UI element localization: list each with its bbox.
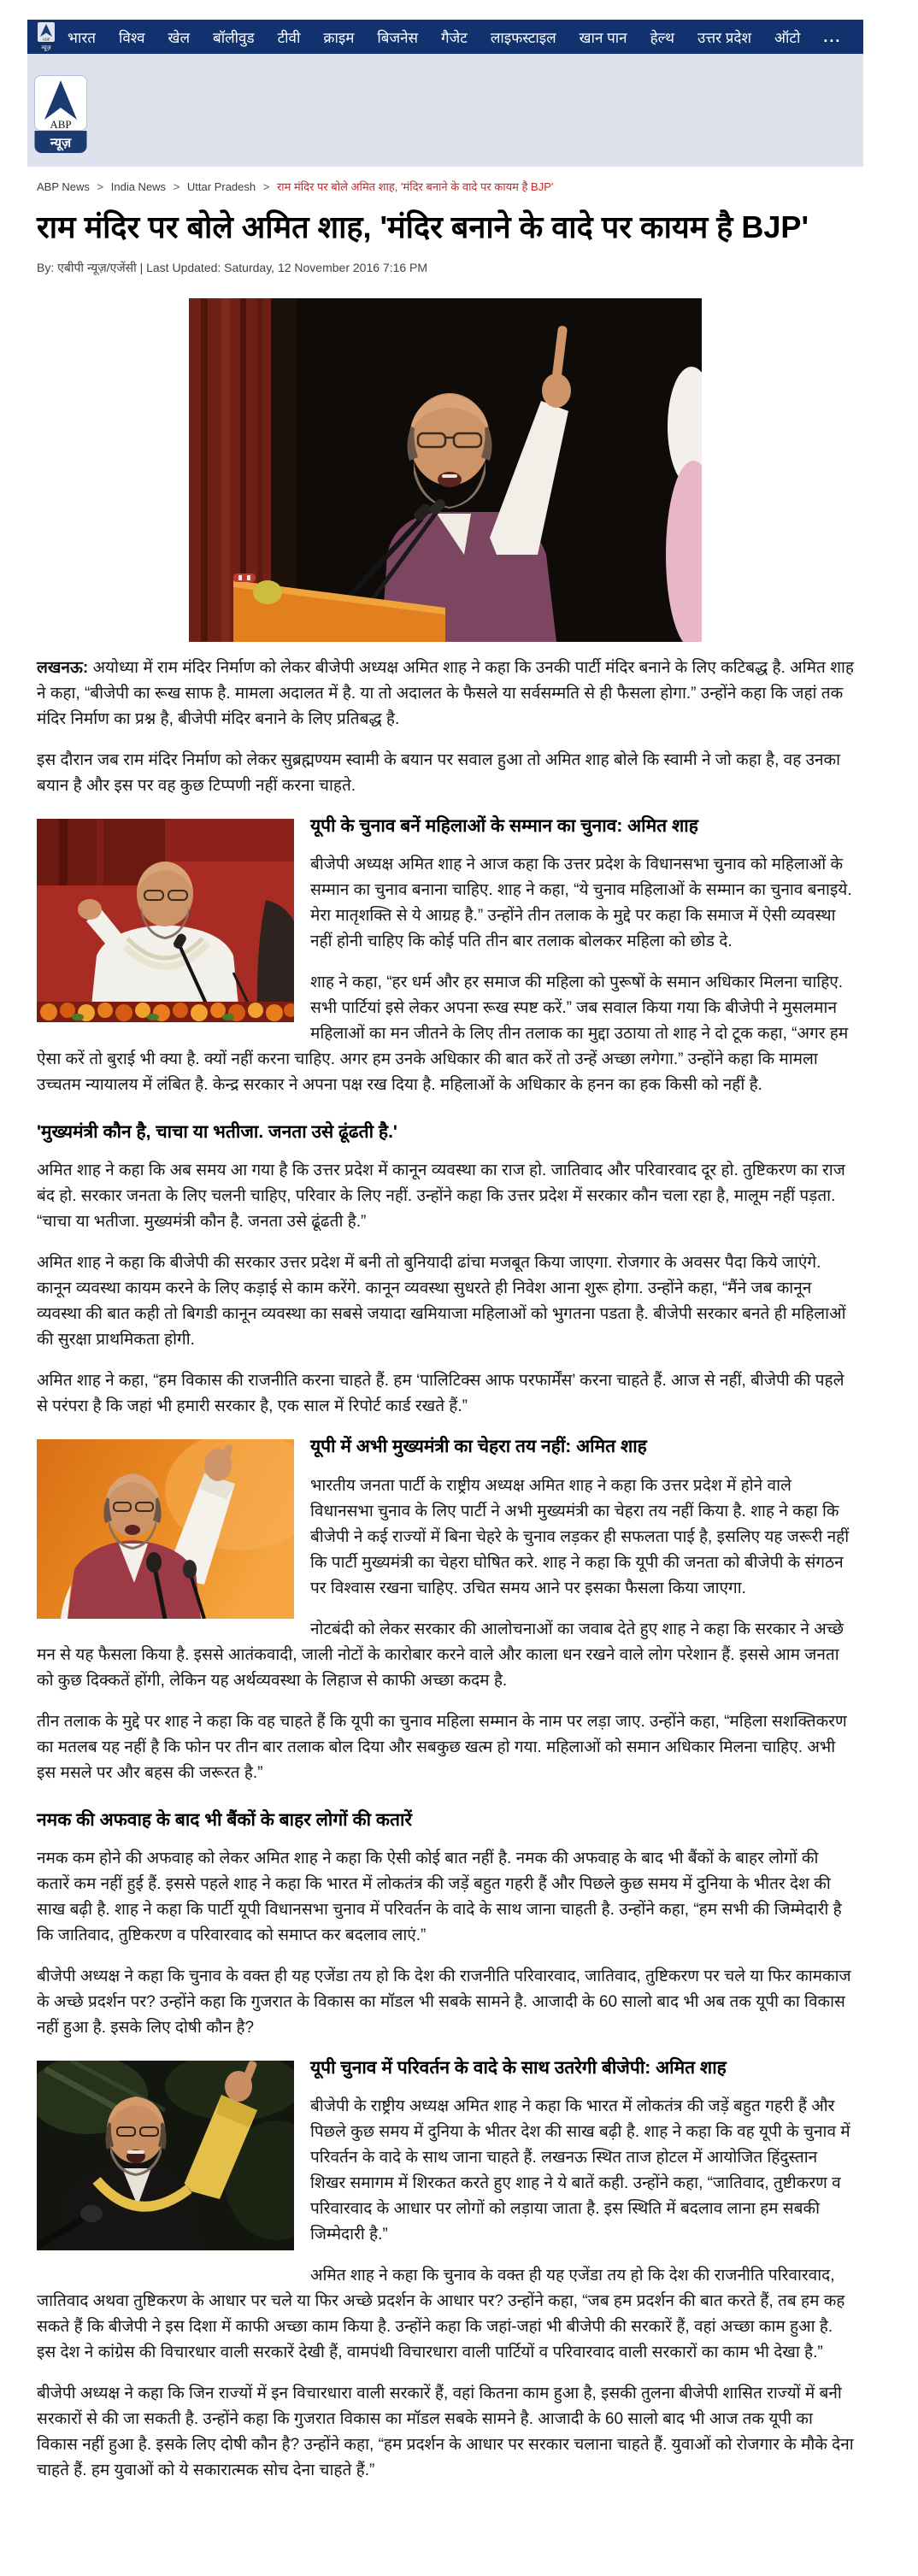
breadcrumb-abp-news[interactable]: ABP News — [37, 180, 90, 193]
section5-paragraph-1: बीजेपी के राष्ट्रीय अध्यक्ष अमित शाह ने कहा कि भारत में लोकतंत्र की जड़ें बहुत गहरी हैं और पिछले कुछ समय में दुनिया के भीतर देश की साख बढ़ी है. शाह ने कहा कि वह यूपी के चुनाव में परिवर्तन के वादे के साथ जाना चाहते हैं. लखनऊ स्थित ताज होटल में आयोजित हिंदुस्तान शिखर समागम में शिरकत करते हुए शाह ने ये बातें कही. उन्होंने कहा, “जातिवाद, तुष्टीकरण व परिवारवाद के आधार पर लोगों को लड़ाया जाता है. इस स्थिति में बदलाव लाना हम सबकी जिम्मेदारी है.” — [310, 2097, 850, 2244]
top-navbar — [27, 20, 863, 54]
nav-more-ellipsis-icon[interactable]: ... — [823, 27, 842, 45]
marigold-flowers — [37, 1002, 294, 1022]
abp-news-logo-icon[interactable] — [38, 22, 55, 53]
amit-shah-speech-photo — [189, 298, 702, 642]
article-title: राम मंदिर पर बोले अमित शाह, 'मंदिर बनाने के वादे पर कायम है BJP' — [37, 209, 809, 244]
section3-paragraph-2: नोटबंदी को लेकर सरकार की आलोचनाओं का जवाब देते हुए शाह ने कहा कि सरकार ने अच्छे मन से यह फैसला किया है. इससे आतंकवादी, जाली नोटों के कारोबार करने वाले और काला धन रखने वाले लोग परेशान हैं. इससे आम जनता को कुछ दिक्कतें होंगी, लेकिन यह अर्थव्यवस्था के लिहाज से काफी अच्छा कदम है. — [37, 1620, 844, 1690]
site-header — [27, 54, 863, 167]
article-byline: By: एबीपी न्यूज़/एजेंसी | Last Updated: Saturday, 12 November 2016 7:16 PM — [37, 260, 428, 274]
nav-item-bollywood[interactable]: बॉलीवुड — [212, 29, 255, 46]
amit-shah-white-kurta-photo — [37, 819, 294, 1022]
section4-paragraph-1: नमक कम होने की अफवाह को लेकर अमित शाह ने कहा कि ऐसी कोई बात नहीं है. नमक की अफवाह के बाद भी बैंकों के बाहर लोगों की कतारें कम नहीं हुई हैं. इससे पहले शाह ने कहा कि भारत में लोकतंत्र की जड़ें बहुत गहरी हैं और पिछले कुछ समय में दुनिया के भीतर देश की साख बढ़ी है. शाह ने कहा कि पार्टी यूपी विधानसभा चुनाव में परिवर्तन के वादे के साथ जाना चाहती है. उन्होंने कहा, “हम सभी की जिम्मेदारी है कि जातिवाद, तुष्टिकरण व परिवारवाद को समाप्त कर बदलाव लाएं.” — [37, 1850, 842, 1945]
svg-text:न्यूज़: न्यूज़ — [50, 136, 72, 150]
section3-paragraph-1: भारतीय जनता पार्टी के राष्ट्रीय अध्यक्ष अमित शाह ने कहा कि उत्तर प्रदेश में होने वाले विधानसभा चुनाव के लिए पार्टी ने अभी मुख्यमंत्री का चेहरा तय नहीं किया है. शाह ने कहा कि बीजेपी ने कई राज्यों में बिना चेहरे के चुनाव लड़कर ही सफलता पाई है, इसलिए यह जरूरी नहीं कि पार्टी मुख्यमंत्री का चेहरा घोषित करे. शाह ने कहा कि यूपी की जनता को बीजेपी के संगठन पर विश्वास रखना चाहिए. उचित समय आने पर इसका फैसला किया जाएगा. — [310, 1476, 850, 1597]
section2-paragraph-3: अमित शाह ने कहा, “हम विकास की राजनीति करना चाहते हैं. हम ‘पालिटिक्स आफ परफार्मेंस’ करना चाहते हैं. आज से नहीं, बीजेपी की पहले से परंपरा है कि जहां भी हमारी सरकार है, एक साल में रिपोर्ट कार्ड रखते हैं.” — [37, 1372, 844, 1416]
nav-item-uttar-pradesh[interactable]: उत्तर प्रदेश — [697, 29, 752, 46]
section4-paragraph-2: बीजेपी अध्यक्ष ने कहा कि चुनाव के वक्त ही यह एजेंडा तय हो कि देश की राजनीति परिवारवाद, जातिवाद, तुष्टिकरण पर चले या फिर कामकाज के अच्छे प्रदर्शन पर? उन्होंने कहा कि गुजरात के विकास का मॉडल भी सबके सामने है. आजादी के 60 सालो बाद भी अब तक यूपी का विकास नहीं हुआ है. इसके लिए दोषी कौन है? — [37, 1967, 851, 2038]
intro-paragraph-1 — [37, 656, 854, 732]
dateline: लखनऊ: — [37, 658, 89, 677]
inline-image-amit-shah-orange — [37, 1439, 294, 1619]
breadcrumb-separator: > — [262, 180, 270, 193]
section5-paragraph-3: बीजेपी अध्यक्ष ने कहा कि जिन राज्यों में इन विचारधारा वाली सरकारें हैं, वहां कितना काम हुआ है, इसकी तुलना बीजेपी शासित राज्यों में बनी सरकारों से की जा सकती है. उन्होंने कहा कि गुजरात विकास का मॉडल सबके सामने है. आजादी के 60 सालो बाद भी आज तक यूपी का विकास नहीं हुआ है. इसके लिए दोषी कौन है? उन्होंने कहा, “हम प्रदर्शन के आधार पर सरकार चलाना चाहते हैं. युवाओं को रोजगार के मौके देना चाहते हैं. हम युवाओं को ये सकारात्मक सोच देना चाहते हैं.” — [37, 2385, 854, 2480]
nav-item-bharat[interactable]: भारत — [68, 29, 96, 46]
abp-news-logo[interactable] — [34, 75, 87, 154]
main-article-image — [189, 298, 702, 642]
breadcrumb-current-article: राम मंदिर पर बोले अमित शाह, 'मंदिर बनाने के वादे पर कायम है BJP' — [276, 180, 554, 193]
nav-item-gadget[interactable]: गैजेट — [441, 29, 468, 46]
svg-text:ABP: ABP — [42, 37, 50, 42]
breadcrumb-india-news[interactable]: India News — [110, 180, 167, 193]
nav-item-health[interactable]: हेल्थ — [650, 29, 675, 46]
svg-text:ABP: ABP — [50, 118, 72, 131]
section1-paragraph-1: बीजेपी अध्यक्ष अमित शाह ने आज कहा कि उत्तर प्रदेश के विधानसभा चुनाव को महिलाओं के सम्मान का चुनाव बनाना चाहिए. शाह ने कहा, “ये चुनाव महिलाओं के सम्मान का चुनाव बनाइये. मेरा मातृशक्ति से ये आग्रह है.” उन्होंने तीन तलाक के मुद्दे पर कहा कि समाज में ऐसी व्यवस्था नहीं होनी चाहिए कि कोई पति तीन बार तलाक बोलकर महिला को छोड दे. — [310, 856, 852, 951]
section2-paragraph-1: अमित शाह ने कहा कि अब समय आ गया है कि उत्तर प्रदेश में कानून व्यवस्था का राज हो. जातिवाद और परिवारवाद दूर हो. तुष्टिकरण का राज बंद हो. सरकार जनता के लिए चलनी चाहिए, परिवार के लिए नहीं. उन्होंने कहा कि उत्तर प्रदेश में सरकार कौन चला रहा है, मालूम नहीं पड़ता. “चाचा या भतीजा. मुख्यमंत्री कौन है. जनता उसे ढूंढती है.” — [37, 1162, 845, 1232]
site-container — [27, 20, 863, 2499]
inline-image-amit-shah-pointing — [37, 2061, 294, 2250]
section-heading-cm-face: यूपी में अभी मुख्यमंत्री का चेहरा तय नहीं: अमित शाह — [310, 1437, 647, 1457]
section1-paragraph-2: शाह ने कहा, “हर धर्म और हर समाज की महिला को पुरूषों के समान अधिकार मिलना चाहिए. सभी पार्टियां इसे लेकर अपना रूख स्पष्ट करें.” जब सवाल किया गया कि बीजेपी ने मुसलमान महिलाओं का मन जीतने के लिए तीन तलाक का मुद्दा उठाया तो शाह ने दो टूक कहा, “अगर हम ऐसा करें तो बुराई भी क्या है. क्यों नहीं करना चाहिए. अगर हम उनके अधिकार की बात करें तो उन्हें अच्छा लगेगा.” उन्होंने कहा कि मामला उच्चतम न्यायालय में लंबित है. केन्द्र सरकार ने अपना पक्ष रख दिया है. महिलाओं के अधिकार के हनन का हक किसी को नहीं है. — [37, 973, 849, 1095]
intro-paragraph-1-text: अयोध्या में राम मंदिर निर्माण को लेकर बीजेपी अध्यक्ष अमित शाह ने कहा कि उनकी पार्टी मंदिर बनाने के लिए कटिबद्ध है. अमित शाह ने कहा, “बीजेपी का रूख साफ है. मामला अदालत में है. या तो अदालत के फैसले या सर्वसम्मति से ही फैसला होगा.” उन्होंने कहा कि जहां तक मंदिर निर्माण का प्रश्न है, बीजेपी मंदिर बनाने के लिए प्रतिबद्ध है. — [37, 658, 854, 728]
section-heading-cm-kaun: 'मुख्यमंत्री कौन है, चाचा या भतीजा. जनता उसे ढूंढती है.' — [37, 1122, 397, 1143]
breadcrumb-separator: > — [97, 180, 104, 193]
nav-item-vishwa[interactable]: विश्व — [119, 29, 145, 46]
nav-item-khanpan[interactable]: खान पान — [579, 29, 627, 46]
section3-paragraph-3: तीन तलाक के मुद्दे पर शाह ने कहा कि वह चाहते हैं कि यूपी का चुनाव महिला सम्मान के नाम पर लड़ा जाए. उन्होंने कहा, “महिला सशक्तिकरण का मतलब यह नहीं है कि फोन पर तीन बार तलाक बोल दिया और सबकुछ खत्म हो गया. महिलाओं को समान अधिकार मिलना चाहिए. अभी इस मसले पर और बहस की जरूरत है.” — [37, 1712, 847, 1782]
abp-logo-graphic — [34, 75, 87, 154]
nav-item-auto[interactable]: ऑटो — [774, 29, 801, 46]
breadcrumb-separator: > — [173, 180, 180, 193]
nav-item-lifestyle[interactable]: लाइफस्टाइल — [490, 29, 556, 46]
breadcrumb — [37, 179, 863, 194]
nav-item-crime[interactable]: क्राइम — [323, 29, 355, 46]
nav-item-khel[interactable]: खेल — [168, 29, 190, 46]
section-heading-parivartan: यूपी चुनाव में परिवर्तन के वादे के साथ उतरेगी बीजेपी: अमित शाह — [310, 2058, 727, 2079]
nav-item-tv[interactable]: टीवी — [277, 29, 301, 46]
inline-image-amit-shah-rally — [37, 819, 294, 1022]
section-heading-women-respect: यूपी के चुनाव बनें महिलाओं के सम्मान का चुनाव: अमित शाह — [310, 815, 698, 836]
breadcrumb-uttar-pradesh[interactable]: Uttar Pradesh — [186, 180, 256, 193]
svg-text:न्यूज़: न्यूज़ — [41, 45, 51, 51]
amit-shah-pointing-photo — [37, 2061, 294, 2250]
nav-item-business[interactable]: बिजनेस — [377, 29, 419, 46]
page — [0, 20, 918, 2576]
intro-paragraph-2: इस दौरान जब राम मंदिर निर्माण को लेकर सुब्रह्मण्यम स्वामी के बयान पर सवाल हुआ तो अमित शाह बोले कि स्वामी ने जो कहा है, वह उनका बयान है और इस पर वह कुछ टिप्पणी नहीं करना चाहते. — [37, 750, 841, 795]
primary-nav — [68, 27, 841, 47]
section-heading-salt-rumour: नमक की अफवाह के बाद भी बैंकों के बाहर लोगों की कतारें — [37, 1809, 412, 1830]
section5-paragraph-2: अमित शाह ने कहा कि चुनाव के वक्त ही यह एजेंडा तय हो कि देश की राजनीति परिवारवाद, जातिवाद अथवा तुष्टिकरण के आधार पर चले या फिर अच्छे प्रदर्शन के आधार पर? उन्होंने कहा, “जब हम प्रदर्शन की बात करते हैं, तब हम कह सकते हैं कि बीजेपी ने इस दिशा में काफी अच्छा काम किया है. उन्होंने कहा कि जहां-जहां भी बीजेपी की सरकारें हैं, वहां अच्छा काम हुआ है. इस देश ने कांग्रेस की विचारधार वाली सरकारें देखी हैं, वामपंथी विचारधारा वाली पार्टियों व परिवारवाद वाली सरकारों का काम भी देखा है.” — [37, 2267, 845, 2362]
article-body — [27, 656, 863, 2500]
abp-logo-small-graphic — [38, 22, 55, 53]
amit-shah-orange-backdrop-photo — [37, 1439, 294, 1619]
section2-paragraph-2: अमित शाह ने कहा कि बीजेपी की सरकार उत्तर प्रदेश में बनी तो बुनियादी ढांचा मजबूत किया जाएगा. रोजगार के अवसर पैदा किये जाएंगे. कानून व्यवस्था कायम करने के लिए कड़ाई से काम करेंगे. कानून व्यवस्था सुधरते ही निवेश आना शुरू होगा. उन्होंने कहा, “मैंने जब कानून व्यवस्था की बात कही तो बिगडी कानून व्यवस्था का सबसे जयादा खमियाजा महिलाओं को भुगतना पडता है. बीजेपी सरकार बनते ही महिलाओं की सुरक्षा प्राथमिकता होगी. — [37, 1254, 846, 1350]
